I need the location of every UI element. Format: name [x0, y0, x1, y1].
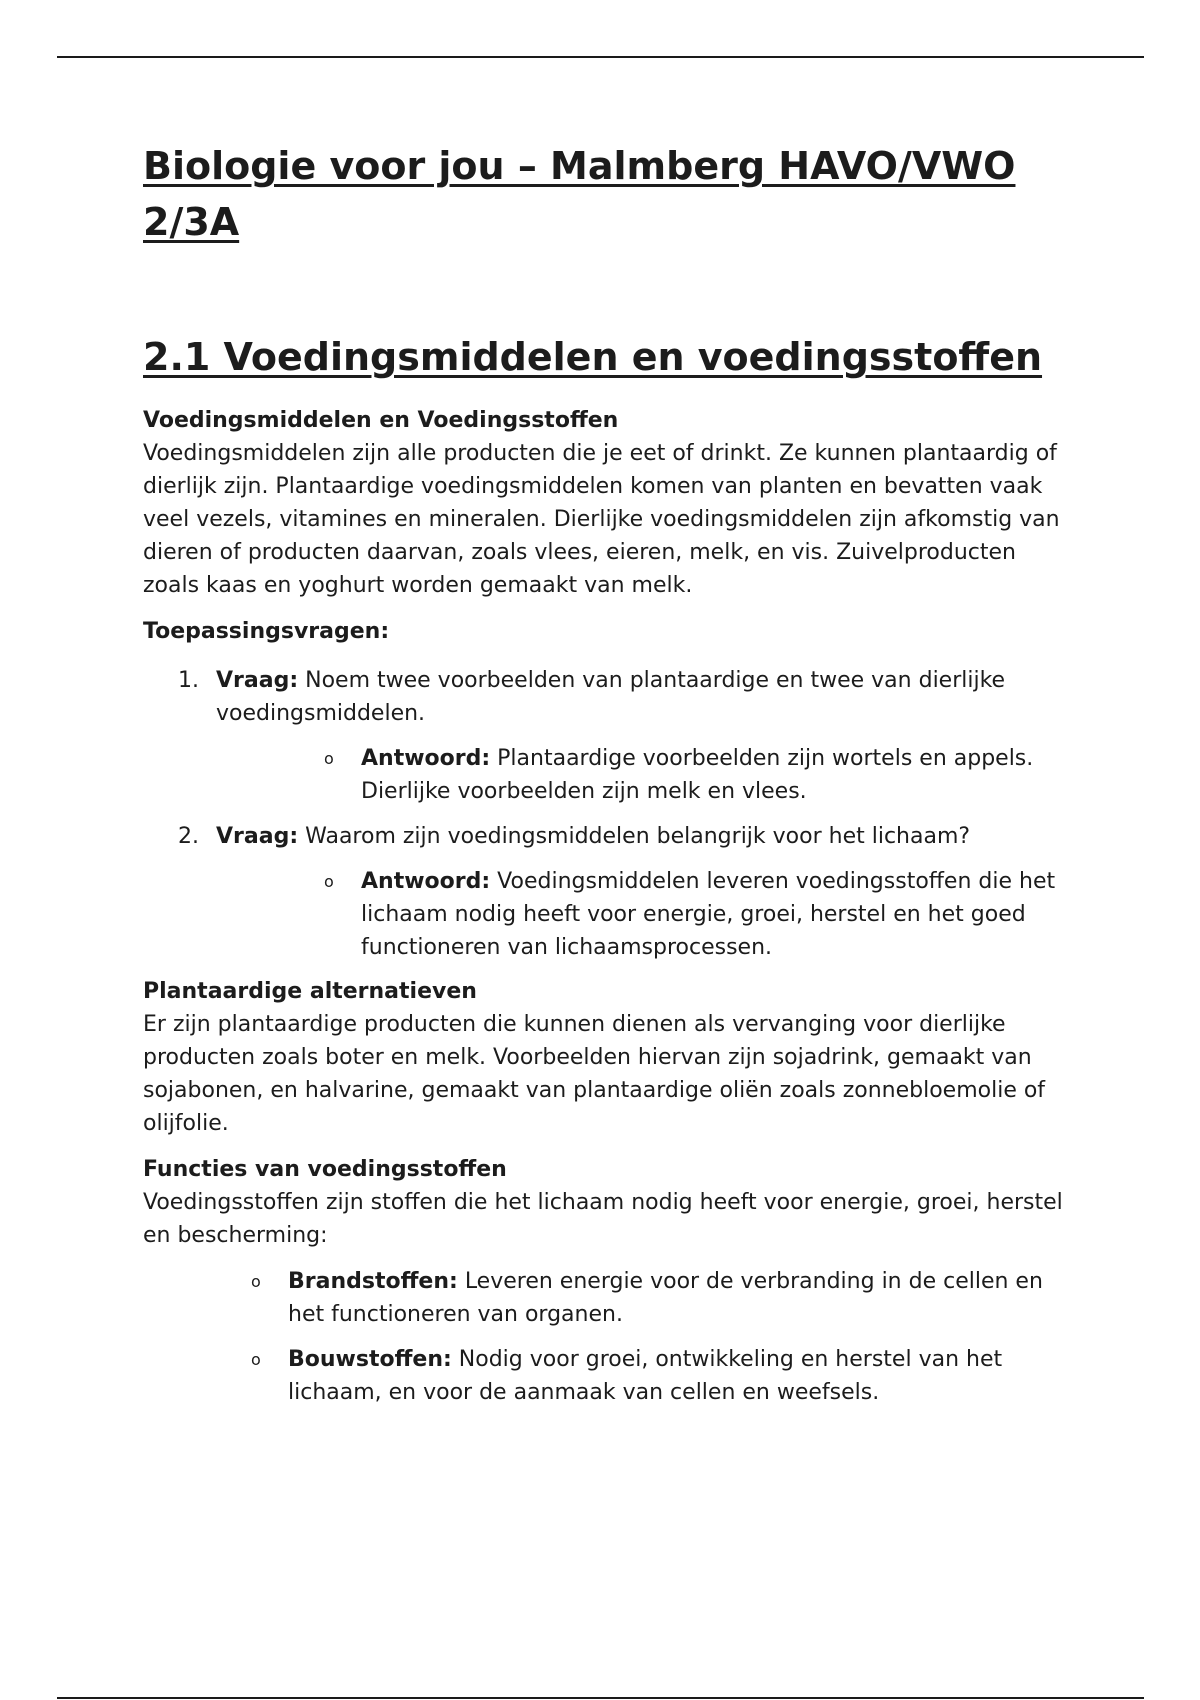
header-rule: [57, 56, 1144, 58]
questions-list: [143, 664, 1073, 964]
intro-section: [143, 405, 1073, 602]
question-label: Vraag:: [216, 824, 299, 849]
question-item: [143, 664, 1073, 808]
question-label: Vraag:: [216, 668, 299, 693]
questions-heading: Toepassingsvragen:: [143, 619, 390, 644]
function-item: [143, 1265, 1073, 1331]
functions-heading: Functies van voedingsstoffen: [143, 1157, 507, 1182]
question-text: Noem twee voorbeelden van plantaardige en twee van dierlijke voedingsmiddelen.: [216, 668, 1006, 726]
functions-section: [143, 1154, 1073, 1409]
document-title: Biologie voor jou – Malmberg HAVO/VWO 2/3A: [143, 144, 1016, 244]
function-label: Brandstoffen:: [288, 1269, 458, 1294]
section-title: 2.1 Voedingsmiddelen en voedingsstoffen: [143, 335, 1043, 379]
functions-list: [143, 1265, 1073, 1409]
bullet-icon: o: [251, 1272, 261, 1291]
answer-item: [216, 865, 1073, 964]
question-text: Waarom zijn voedingsmiddelen belangrijk voor het lichaam?: [305, 824, 971, 849]
intro-heading: Voedingsmiddelen en Voedingsstoffen: [143, 408, 619, 433]
document-page: [143, 138, 1073, 1421]
bullet-icon: o: [324, 749, 334, 768]
answer-text: Plantaardige voorbeelden zijn wortels en appels. Dierlijke voorbeelden zijn melk en vlees.: [361, 746, 1034, 804]
functions-text: Voedingsstoffen zijn stoffen die het lichaam nodig heeft voor energie, groei, herstel en bescherming:: [143, 1190, 1063, 1248]
function-item: [143, 1343, 1073, 1409]
function-label: Bouwstoffen:: [288, 1347, 452, 1372]
function-text: Nodig voor groei, ontwikkeling en herstel van het lichaam, en voor de aanmaak van cellen en weefsels.: [288, 1347, 1003, 1405]
answer-label: Antwoord:: [361, 869, 491, 894]
bullet-icon: o: [324, 872, 334, 891]
question-number: 1.: [178, 668, 199, 693]
answer-list: [216, 865, 1073, 964]
alternatives-heading: Plantaardige alternatieven: [143, 979, 477, 1004]
question-number: 2.: [178, 824, 199, 849]
function-text: Leveren energie voor de verbranding in de cellen en het functioneren van organen.: [288, 1269, 1043, 1327]
bullet-icon: o: [251, 1350, 261, 1369]
alternatives-section: [143, 976, 1073, 1140]
answer-label: Antwoord:: [361, 746, 491, 771]
intro-text: Voedingsmiddelen zijn alle producten die je eet of drinkt. Ze kunnen plantaardig of dierlijk zijn. Plantaardige voedingsmiddelen komen van planten en bevatten vaak veel vezels, vitamines en mineralen. Dierlijke voedingsmiddelen zijn afkomstig van dieren of producten daarvan, zoals vlees, eieren, melk, en vis. Zuivelproducten zoals kaas en yoghurt worden gemaakt van melk.: [143, 441, 1060, 598]
answer-text: Voedingsmiddelen leveren voedingsstoffen die het lichaam nodig heeft voor energie, groei, herstel en het goed functioneren van lichaamsprocessen.: [361, 869, 1056, 960]
answer-list: [216, 742, 1073, 808]
answer-item: [216, 742, 1073, 808]
questions-section: [143, 616, 1073, 964]
question-item: [143, 820, 1073, 964]
footer-rule: [57, 1697, 1144, 1699]
alternatives-text: Er zijn plantaardige producten die kunnen dienen als vervanging voor dierlijke producten zoals boter en melk. Voorbeelden hiervan zijn sojadrink, gemaakt van sojabonen, en halvarine, gemaakt van plantaardige oliën zoals zonnebloemolie of olijfolie.: [143, 1012, 1046, 1136]
